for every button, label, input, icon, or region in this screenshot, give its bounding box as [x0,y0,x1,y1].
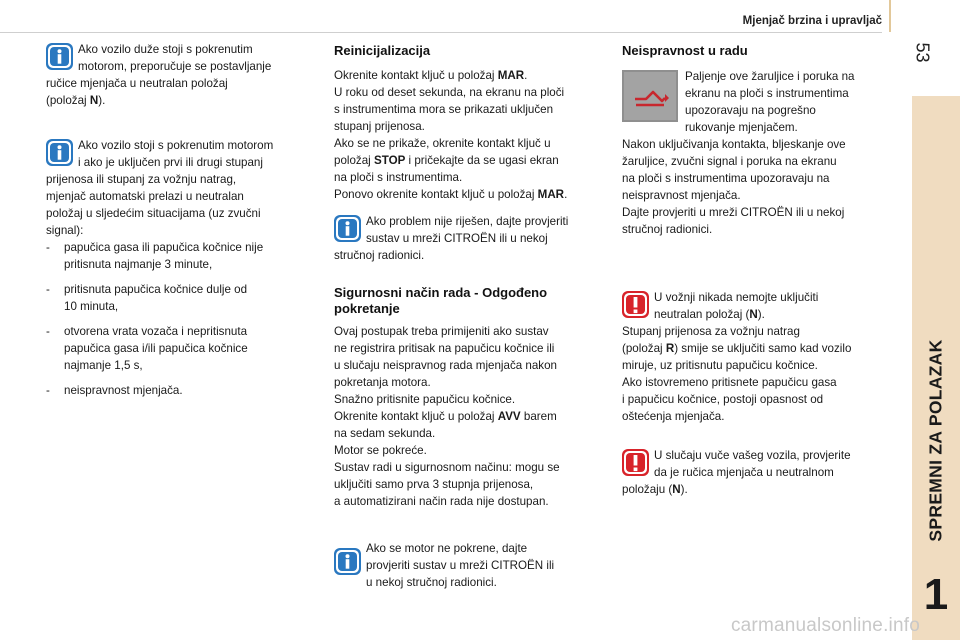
note-line: sustav u mreži CITROËN ili u nekoj [366,232,548,245]
text-line: Sustav radi u sigurnosnom načinu: mogu se [334,461,560,474]
text-line: žaruljice, zvučni signal i poruka na ekranu [622,155,837,168]
text-line: na ploči s instrumentima. [334,171,463,184]
info-icon [46,43,73,70]
section-title: Reinicijalizacija [334,43,431,58]
note-line: motorom, preporučuje se postavljanje [78,60,272,73]
text-line: na ploči s instrumentima upozoravaju na [622,172,830,185]
note-line: ručice mjenjača u neutralan položaj [46,77,228,90]
list-item: - otvorena vrata vozača i nepritisnuta papučica gasa i/ili papučica kočnice najmanje 1,5 s, [46,325,248,372]
info-note-problem [334,213,609,264]
text-line: Nakon uključivanja kontakta, bljeskanje ove [622,138,846,151]
note-line: Stupanj prijenosa za vožnju natrag [622,325,800,338]
note-line: položaju (N). [622,483,688,496]
text-line: Paljenje ove žaruljice i poruka na [685,70,855,83]
page-number: 53 [912,42,933,63]
warning-note-neutral [622,289,900,425]
info-note-idle-neutral [46,41,296,109]
note-line: stručnoj radionici. [334,249,425,262]
text-line: rukovanje mjenjačem. [685,121,798,134]
text-line: Motor se pokreće. [334,444,427,457]
list-item: - pritisnuta papučica kočnice dulje od 10 minuta, [46,283,248,313]
note-line: mjenjač automatski prelazi u neutralan [46,190,244,203]
note-line: Ako vozilo duže stoji s pokrenutim [78,43,253,56]
warning-note-towing [622,447,900,498]
note-line: U vožnji nikada nemojte uključiti [654,291,819,304]
section-title: Sigurnosni način rada - Odgođeno [334,285,548,300]
note-line: Ako se motor ne pokrene, dajte [366,542,528,555]
text-line: ekranu na ploči s instrumentima [685,87,849,100]
header-tick [889,0,891,32]
note-line: miruje, uz pritisnutu papučicu kočnice. [622,359,818,372]
fault-description [622,136,897,238]
note-line: i ako je uključen prvi ili drugi stupanj [78,156,263,169]
reinitialization-section [334,43,609,203]
note-line: signal): [46,224,84,237]
note-line: da je ručica mjenjača u neutralnom [654,466,834,479]
note-line: i papučicu kočnice, postoji opasnost od [622,393,824,406]
header-rule [0,32,882,33]
text-line: s instrumentima mora se prikazati uključen [334,103,554,116]
text-line: U roku od deset sekunda, na ekranu na ploči [334,86,565,99]
safe-mode-section [334,285,614,510]
chapter-number: 1 [923,570,949,619]
note-line: neutralan položaj (N). [654,308,765,321]
text-line: položaj STOP i pričekajte da se ugasi ekran [334,154,559,167]
text-line: Ako se ne prikaže, okrenite kontakt ključ u [334,137,551,150]
text-line: uključiti samo prva 3 stupnja prijenosa, [334,478,534,491]
gearbox-fault-lamp-icon [622,70,678,122]
text-line: Ponovo okrenite kontakt ključ u položaj MAR. [334,188,568,201]
warning-icon [622,449,649,476]
note-line: u nekoj stručnoj radionici. [366,576,497,589]
note-line: U slučaju vuče vašeg vozila, provjerite [654,449,851,462]
note-line: prijenosa ili stupanj za vožnju natrag, [46,173,237,186]
text-line: Dajte provjeriti u mreži CITROËN ili u nekoj [622,206,845,219]
note-line: provjeriti sustav u mreži CITROËN ili [366,559,555,572]
section-header-title: Mjenjač brzina i upravljač [742,15,882,27]
info-icon [46,139,73,166]
text-line: Snažno pritisnite papučicu kočnice. [334,393,516,406]
text-line: upozoravaju na pogrešno [685,104,816,117]
note-line: Ako problem nije riješen, dajte provjeriti [366,215,569,228]
info-icon [334,548,361,575]
text-line: Ovaj postupak treba primijeniti ako sustav [334,325,549,338]
note-line: oštećenja mjenjača. [622,410,725,423]
text-line: Okrenite kontakt ključ u položaj AVV barem [334,410,557,423]
text-line: a automatizirani način rada nije dostupan. [334,495,549,508]
note-line: (položaj N). [46,94,106,107]
watermark: carmanualsonline.info [730,615,920,636]
note-line: Ako vozilo stoji s pokrenutim motorom [78,139,274,152]
text-line: u slučaju neispravnog rada mjenjača nakon [334,359,557,372]
fault-lamp-description [685,68,895,136]
warning-icon [622,291,649,318]
text-line: neispravnost mjenjača. [622,189,741,202]
text-line: na sedam sekunda. [334,427,436,440]
text-line: Okrenite kontakt ključ u položaj MAR. [334,69,528,82]
list-item: - neispravnost mjenjača. [46,384,183,397]
text-line: pokretanja motora. [334,376,431,389]
chapter-tab-label: SPREMNI ZA POLAZAK [925,338,946,542]
text-line: ne registrira pritisak na papučicu kočnice ili [334,342,555,355]
info-icon [334,215,361,242]
list-item: - papučica gasa ili papučica kočnice nije pritisnuta najmanje 3 minute, [46,241,264,271]
info-note-engine-no-start [334,540,609,591]
text-line: stupanj prijenosa. [334,120,425,133]
info-note-auto-neutral [46,137,308,399]
note-line: Ako istovremeno pritisnete papučicu gasa [622,376,837,389]
fault-section [622,43,897,59]
note-line: položaj u sljedećim situacijama (uz zvučni [46,207,261,220]
text-line: stručnoj radionici. [622,223,713,236]
note-line: (položaj R) smije se uključiti samo kad vozilo [622,342,852,355]
section-title: pokretanje [334,301,400,316]
section-title: Neispravnost u radu [622,43,748,58]
